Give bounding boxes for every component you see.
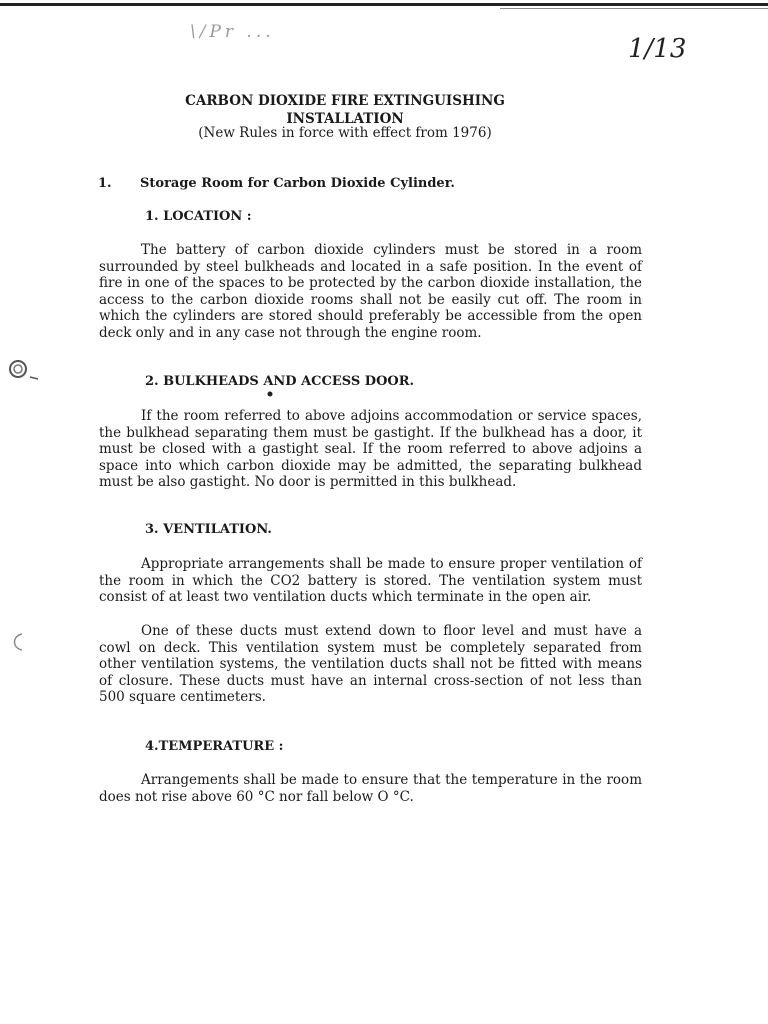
scan-edge-line <box>0 3 768 6</box>
punch-hole-mark <box>6 357 40 385</box>
temperature-paragraph: Arrangements shall be made to ensure that the temperature in the room does not rise above 60 °C nor fall below O °C. <box>99 772 642 805</box>
ventilation-paragraph-2: One of these ducts must extend down to floor level and must have a cowl on deck. This ventilation system must be completely separated from other ventilation systems, the ventilation ducts shall not be fitted with means of closure. These ducts must have an internal cross-section of not less than 500 square centimeters. <box>99 623 642 705</box>
title-line-1: CARBON DIOXIDE FIRE EXTINGUISHING <box>185 93 505 109</box>
ventilation-heading: 3. VENTILATION. <box>145 522 272 537</box>
ink-dot <box>266 390 274 398</box>
document-title <box>100 92 590 128</box>
location-heading: 1. LOCATION : <box>145 209 252 224</box>
temperature-heading: 4.TEMPERATURE : <box>145 739 284 754</box>
document-subtitle: (New Rules in force with effect from 1976) <box>198 125 492 141</box>
handwritten-page-ref: 1/13 <box>628 34 687 64</box>
ventilation-paragraph-1: Appropriate arrangements shall be made to ensure proper ventilation of the room in which the CO2 battery is stored. The ventilation system must consist of at least two ventilation ducts which terminate in the open air. <box>99 556 642 605</box>
handwritten-top-note: \/Pr ... <box>190 22 275 42</box>
section-number: 1. <box>98 176 112 191</box>
section-title: Storage Room for Carbon Dioxide Cylinder. <box>140 176 455 191</box>
location-paragraph: The battery of carbon dioxide cylinders must be stored in a room surrounded by steel bulkheads and located in a safe position. In the event of fire in one of the spaces to be protected by the carbon dioxide installation, the access to the carbon dioxide rooms shall not be easily cut off. The room in which the cylinders are stored should preferably be accessible from the open deck only and in any case not through the engine room. <box>99 242 642 341</box>
title-line-2: INSTALLATION <box>286 111 404 127</box>
bulkheads-heading: 2. BULKHEADS AND ACCESS DOOR. <box>145 374 415 389</box>
punch-hole-mark-2 <box>8 630 28 654</box>
bulkheads-paragraph: If the room referred to above adjoins accommodation or service spaces, the bulkhead separating them must be gastight. If the bulkhead has a door, it must be closed with a gastight seal. If the room referred to above adjoins a space into which carbon dioxide may be admitted, the separating bulkhead must be also gastight. No door is permitted in this bulkhead. <box>99 408 642 490</box>
scan-edge-line-faint <box>500 8 768 9</box>
